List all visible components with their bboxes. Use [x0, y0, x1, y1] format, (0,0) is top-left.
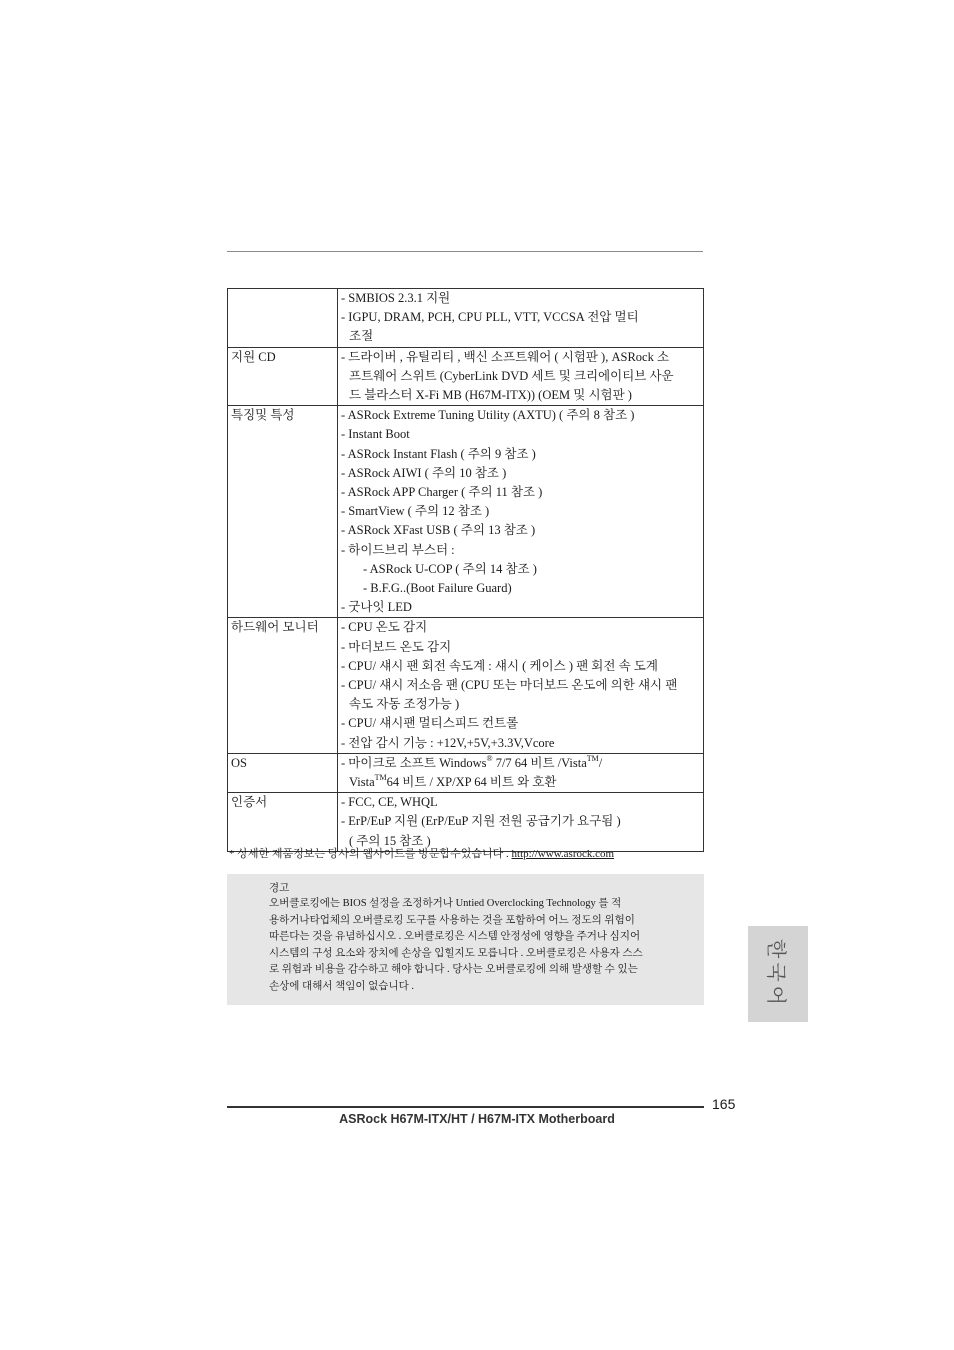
table-row — [228, 618, 704, 753]
value-line: - SmartView ( 주의 12 참조 ) — [341, 504, 490, 519]
value-line: - 전압 감시 기능 : +12V,+5V,+3.3V,Vcore — [341, 735, 555, 750]
value-line: - CPU 온도 감지 — [341, 620, 428, 635]
trademark: TM — [586, 753, 599, 763]
warning-line: 오버클로킹에는 BIOS 설정을 조정하거나 Untied Overclocking Technology 를 적 — [269, 898, 622, 909]
value-line: - 드라이버 , 유틸리티 , 백신 소프트웨어 ( 시험판 ), ASRock 소 — [341, 349, 670, 364]
language-label: 한국어 — [764, 939, 789, 1009]
value-line: - SMBIOS 2.3.1 지원 — [341, 291, 451, 305]
table-row — [228, 406, 704, 618]
value-line: - 하이드브리 부스터 : — [341, 542, 455, 557]
language-tab — [748, 926, 808, 1022]
warning-body — [269, 896, 689, 996]
row-label: 특징및 특성 — [228, 406, 338, 618]
row-label — [228, 289, 338, 348]
top-rule — [227, 251, 703, 252]
value-line: - B.F.G..(Boot Failure Guard) — [363, 581, 512, 596]
warning-line: 로 위험과 비용을 감수하고 해야 합니다 . 당사는 오버클로킹에 의해 발생할 수 있는 — [269, 964, 638, 976]
value-line: - ASRock AIWI ( 주의 10 참조 ) — [341, 465, 507, 480]
value-line: 속도 자동 조정가능 ) — [349, 697, 460, 712]
footnote-text: * 상세한 제품정보는 당사의 웹사이트를 방문합수있습니다 . — [229, 848, 512, 860]
row-label: OS — [228, 753, 338, 792]
value-line: - CPU/ 섀시 팬 회전 속도계 : 섀시 ( 케이스 ) 팬 회전 속 도계 — [341, 658, 658, 673]
row-value — [338, 753, 704, 792]
row-value — [338, 347, 704, 406]
warning-line: 따른다는 것을 유념하십시오 . 오버클로킹은 시스템 안정성에 영향을 주거나 심지어 — [269, 931, 641, 943]
value-line — [341, 773, 701, 792]
table-row — [228, 793, 704, 852]
spec-table — [227, 288, 704, 852]
os-text: Vista — [349, 775, 375, 790]
table-row — [228, 753, 704, 792]
row-value — [338, 406, 704, 618]
value-line: - FCC, CE, WHQL — [341, 795, 438, 810]
value-line: - ASRock Extreme Tuning Utility (AXTU) ( 주의 8 참조 ) — [341, 408, 635, 423]
warning-line: 시스템의 구성 요소와 장치에 손상을 입힐지도 모릅니다 . 오버클로킹은 사용자 스스 — [269, 947, 643, 959]
value-line: - ASRock APP Charger ( 주의 11 참조 ) — [341, 485, 543, 500]
footnote — [229, 845, 614, 861]
value-line — [341, 754, 701, 773]
value-line: 프트웨어 스위트 (CyberLink DVD 세트 및 크리에이티브 사운 — [349, 368, 674, 383]
row-value — [338, 618, 704, 753]
table-row — [228, 289, 704, 348]
value-line: - IGPU, DRAM, PCH, CPU PLL, VTT, VCCSA 전압 멀티 — [341, 310, 639, 325]
value-line: - CPU/ 섀시 저소음 팬 (CPU 또는 마더보드 온도에 의한 섀시 팬 — [341, 678, 678, 693]
value-line: - ErP/EuP 지원 (ErP/EuP 지원 전원 공급기가 요구됨 ) — [341, 814, 621, 829]
value-line: - ASRock XFast USB ( 주의 13 참조 ) — [341, 523, 536, 538]
value-line: - 굿나잇 LED — [341, 600, 412, 615]
table-row — [228, 347, 704, 406]
row-value — [338, 289, 704, 348]
value-line: 드 블라스터 X-Fi MB (H67M-ITX)) (OEM 및 시험판 ) — [349, 388, 632, 403]
value-line: - 마더보드 온도 감지 — [341, 639, 452, 654]
warning-box — [227, 874, 704, 1005]
row-label: 하드웨어 모니터 — [228, 618, 338, 753]
row-label: 지원 CD — [228, 347, 338, 406]
value-line: 조절 — [349, 329, 374, 344]
value-line: - ASRock Instant Flash ( 주의 9 참조 ) — [341, 446, 536, 461]
warning-line: 용하거나타업체의 오버클로킹 도구를 사용하는 것을 포함하여 어느 정도의 위험이 — [269, 914, 635, 926]
value-line: - CPU/ 섀시팬 멀티스피드 컨트롤 — [341, 716, 519, 731]
value-line: - ASRock U-COP ( 주의 14 참조 ) — [363, 561, 537, 576]
value-line: ( 주의 15 참조 ) — [349, 833, 431, 848]
warning-title: 경고 — [269, 883, 290, 894]
bottom-rule — [227, 1106, 704, 1108]
os-text: - 마이크로 소프트 Windows — [341, 755, 487, 770]
registered-mark: ® — [486, 753, 493, 763]
warning-line: 손상에 대해서 책임이 없습니다 . — [269, 980, 414, 992]
os-text: 64 비트 / XP/XP 64 비트 와 호환 — [386, 775, 557, 790]
os-text: 7/7 64 비트 /Vista — [492, 755, 587, 770]
footer-title: ASRock H67M-ITX/HT / H67M-ITX Motherboard — [339, 1112, 615, 1126]
website-link[interactable]: http://www.asrock.com — [511, 848, 615, 860]
os-text: / — [598, 755, 603, 770]
row-label: 인증서 — [228, 793, 338, 852]
value-line: - Instant Boot — [341, 427, 410, 442]
page-number: 165 — [712, 1096, 736, 1112]
trademark: TM — [374, 772, 387, 782]
row-value — [338, 793, 704, 852]
